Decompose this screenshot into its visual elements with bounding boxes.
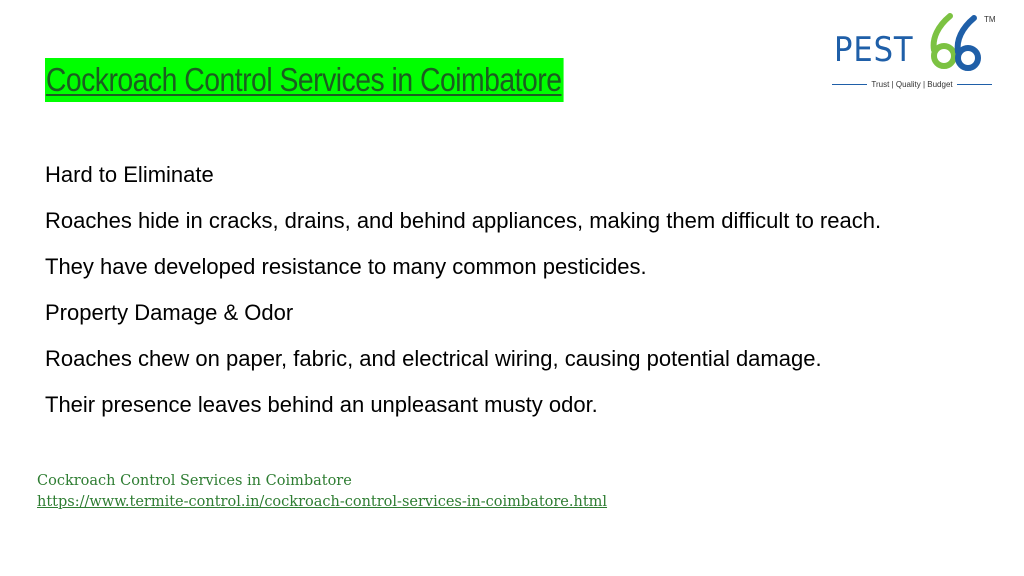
logo-tagline — [832, 80, 992, 89]
tagline-rule-left — [832, 84, 867, 85]
logo-brand-text: PEST — [834, 30, 914, 70]
footer-links — [37, 471, 607, 513]
trademark-mark: TM — [984, 15, 996, 24]
subheading-hard-to-eliminate: Hard to Eliminate — [45, 162, 214, 187]
subheading-property-damage: Property Damage & Odor — [45, 300, 294, 325]
pest66-logo — [832, 12, 1002, 96]
body-paragraph: Their presence leaves behind an unpleasant musty odor. — [45, 392, 598, 417]
slide-body — [45, 160, 975, 436]
slide-title: Cockroach Control Services in Coimbatore — [45, 58, 563, 102]
footer-title-link[interactable]: Cockroach Control Services in Coimbatore — [37, 473, 352, 489]
tagline-rule-right — [957, 84, 992, 85]
tagline-text: Trust | Quality | Budget — [871, 80, 953, 89]
logo-66-mark — [928, 12, 990, 78]
body-paragraph: Roaches hide in cracks, drains, and behind appliances, making them difficult to reach. — [45, 208, 882, 233]
body-paragraph: They have developed resistance to many common pesticides. — [45, 254, 647, 279]
footer-url-link[interactable]: https://www.termite-control.in/cockroach-control-services-in-coimbatore.html — [37, 494, 608, 510]
body-paragraph: Roaches chew on paper, fabric, and electrical wiring, causing potential damage. — [45, 346, 822, 371]
